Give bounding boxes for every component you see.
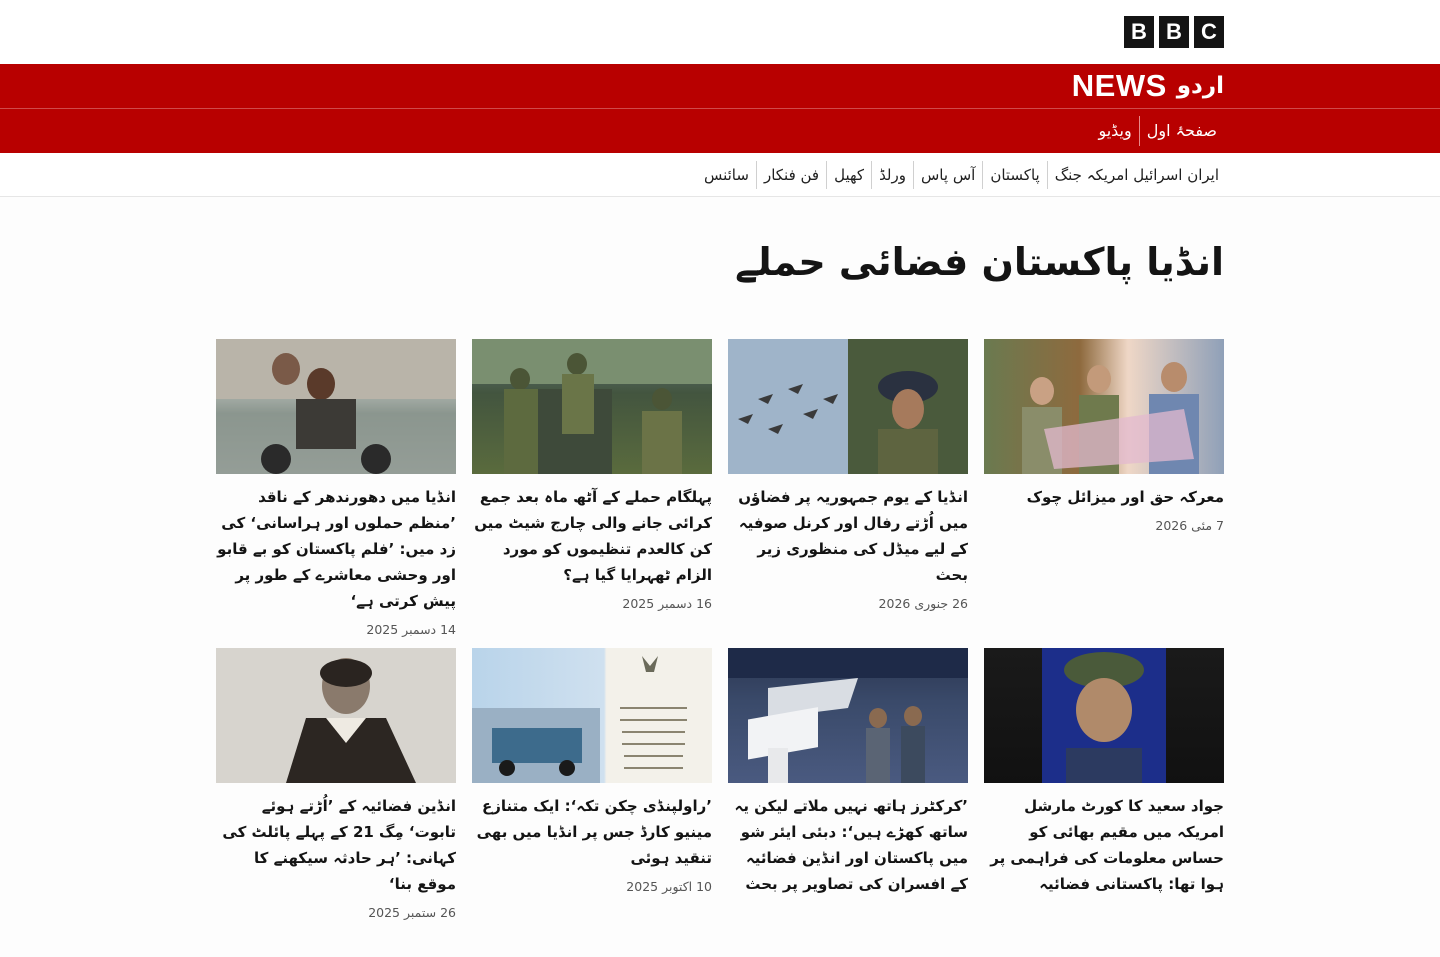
article-card[interactable] [472, 339, 712, 648]
article-date: 10 اکتوبر 2025 [626, 879, 712, 894]
subnav-item-pakistan[interactable]: پاکستان [983, 161, 1047, 189]
article-headline[interactable]: معرکہ حق اور میزائل چوک [1026, 488, 1224, 506]
article-image[interactable] [984, 339, 1224, 474]
article-image[interactable] [728, 648, 968, 783]
nav-item-home[interactable]: صفحۂ اول [1146, 121, 1217, 140]
article-card[interactable] [984, 339, 1224, 648]
bbc-logo-block: B [1124, 16, 1154, 48]
subnav-item-iran-israel-us-war[interactable]: ایران اسرائیل امریکہ جنگ [1054, 166, 1219, 184]
article-card[interactable] [984, 648, 1224, 957]
article-image[interactable] [728, 339, 968, 474]
brand-language-text: اردو [1176, 73, 1224, 99]
article-date: 26 جنوری 2026 [878, 596, 968, 611]
brand-news-text: NEWS [1071, 68, 1167, 103]
article-grid [216, 339, 1224, 957]
article-date: 16 دسمبر 2025 [622, 596, 712, 611]
primary-nav [0, 108, 1440, 153]
article-date: 26 ستمبر 2025 [368, 905, 456, 920]
film-still-image [216, 339, 456, 474]
air-force-officer-image [984, 648, 1224, 783]
article-image[interactable] [216, 648, 456, 783]
article-headline[interactable]: انڈیا میں دھورندھر کے ناقد ’منظم حملوں اور ہراسانی‘ کی زد میں: ’فلم پاکستان کو بے قابو اور وحشی معاشرے کے طور پر پیش کرتی ہے‘ [217, 488, 456, 610]
subnav-item-sport[interactable]: کھیل [827, 161, 872, 189]
article-image[interactable] [984, 648, 1224, 783]
subnav-item-world[interactable]: ورلڈ [872, 161, 914, 189]
article-date: 7 مئی 2026 [1155, 518, 1224, 533]
soldiers-image [472, 339, 712, 474]
article-card[interactable] [472, 648, 712, 957]
bbc-logo-block: B [1159, 16, 1189, 48]
article-card[interactable] [216, 648, 456, 957]
article-headline[interactable]: ’راولپنڈی چکن تکہ‘: ایک متنازع مینیو کارڈ جس پر انڈیا میں بھی تنقید ہوئی [476, 797, 712, 867]
article-card[interactable] [728, 648, 968, 957]
subnav-item-arts[interactable]: فن فنکار [757, 161, 827, 189]
top-bar-inner [200, 0, 1240, 64]
article-card[interactable] [728, 339, 968, 648]
article-headline[interactable]: انڈین فضائیہ کے ’اُڑتے ہوئے تابوت‘ مِگ 21 کے پہلے پائلٹ کی کہانی: ’ہر حادثہ سیکھنے کا موقع بنا‘ [222, 797, 456, 893]
top-bar [0, 0, 1440, 64]
article-headline[interactable]: پہلگام حملے کے آٹھ ماہ بعد جمع کرائی جانے والی چارج شیٹ میں کن کالعدم تنظیموں کو مورد الزام ٹھہرایا گیا ہے؟ [474, 488, 712, 584]
brand-link[interactable] [1072, 64, 1224, 108]
article-headline[interactable]: ’کرکٹرز ہاتھ نہیں ملاتے لیکن یہ ساتھ کھڑے ہیں‘: دبئی ایئر شو میں پاکستان اور انڈین فضائیہ کے افسران کی تصاویر پر بحث [734, 797, 968, 893]
article-image[interactable] [216, 339, 456, 474]
jets-and-officer-image [728, 339, 968, 474]
subnav-item-region[interactable]: آس پاس [914, 161, 983, 189]
nav-item-video[interactable]: ویڈیو [1091, 116, 1139, 146]
article-headline[interactable]: جواد سعید کا کورٹ مارشل امریکہ میں مقیم بھائی کو حساس معلومات کی فراہمی پر ہوا تھا: پاکستانی فضائیہ [990, 797, 1224, 893]
secondary-nav [0, 153, 1440, 197]
air-show-image [728, 648, 968, 783]
article-headline[interactable]: انڈیا کے یوم جمہوریہ پر فضاؤں میں اُڑتے رفال اور کرنل صوفیہ کے لیے میڈل کی منظوری زیر بحث [738, 488, 968, 584]
military-leaders-image [984, 339, 1224, 474]
article-image[interactable] [472, 648, 712, 783]
bbc-logo-block: C [1194, 16, 1224, 48]
article-card[interactable] [216, 339, 456, 648]
page-title: انڈیا پاکستان فضائی حملے [735, 240, 1224, 284]
article-date: 14 دسمبر 2025 [366, 622, 456, 637]
menu-card-image [472, 648, 712, 783]
article-image[interactable] [472, 339, 712, 474]
bbc-logo[interactable] [1124, 16, 1224, 48]
subnav-item-science[interactable]: سائنس [697, 161, 757, 189]
pilot-portrait-image [216, 648, 456, 783]
brand-bar [0, 64, 1440, 108]
